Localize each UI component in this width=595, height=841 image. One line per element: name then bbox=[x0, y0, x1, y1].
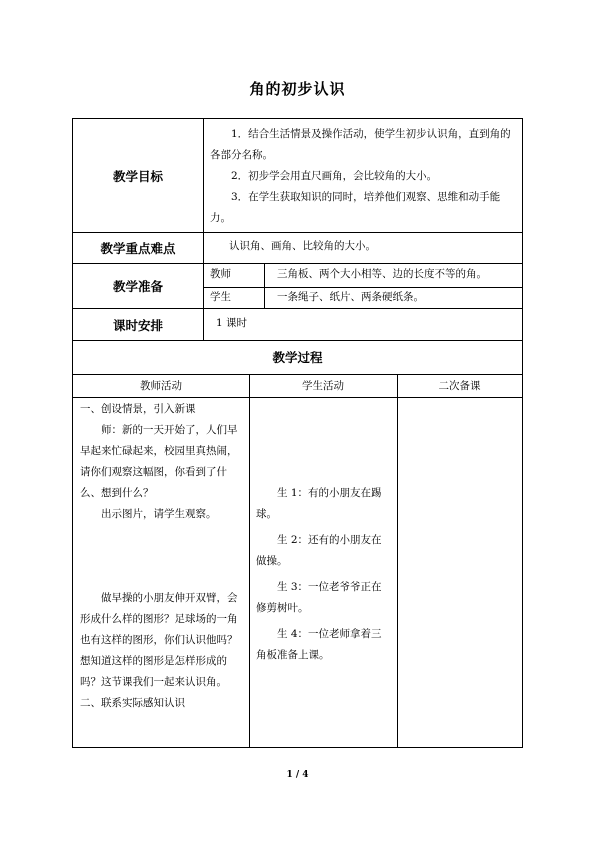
column-header-student: 学生活动 bbox=[302, 380, 344, 392]
column-header-teacher: 教师活动 bbox=[140, 380, 182, 392]
key-points-content: 认识角、画角、比较角的大小。 bbox=[229, 240, 376, 252]
teacher-prep-content: 三角板、两个大小相等、边的长度不等的角。 bbox=[277, 268, 487, 280]
goal-item: 3．在学生获取知识的同时，培养他们观察、思维和动手能力。 bbox=[210, 191, 501, 224]
section-heading: 一、创设情景，引入新课 bbox=[80, 403, 196, 415]
student-response: 生 1：有的小朋友在踢球。 bbox=[256, 487, 382, 520]
goals-content bbox=[210, 124, 514, 229]
section-heading: 二、联系实际感知认识 bbox=[80, 697, 185, 709]
column-header-revision: 二次备课 bbox=[438, 380, 481, 392]
row-divider bbox=[73, 340, 522, 341]
teacher-paragraph: 师：新的一天开始了，人们早早起来忙碌起来，校园里真热闹，请你们观察这幅图，你看到了什么、想到什么？ bbox=[80, 424, 238, 499]
student-response: 生 4：一位老师拿着三角板准备上课。 bbox=[256, 628, 382, 661]
row-divider bbox=[73, 397, 522, 398]
student-activity-column bbox=[256, 483, 390, 666]
goal-item: 1．结合生活情景及操作活动，使学生初步认识角，直到角的各部分名称。 bbox=[210, 128, 511, 161]
column-divider bbox=[397, 374, 398, 747]
key-points-label: 教学重点难点 bbox=[100, 241, 176, 256]
teacher-paragraph: 出示图片，请学生观察。 bbox=[101, 508, 217, 520]
student-prep-label: 学生 bbox=[210, 291, 231, 303]
teacher-paragraph: 做早操的小朋友伸开双臂，会形成什么样的图形？足球场的一角也有这样的图形，你们认识他吗？想知道这样的图形是怎样形成的吗？这节课我们一起来认识角。 bbox=[80, 592, 238, 688]
column-divider bbox=[264, 263, 265, 308]
student-response: 生 2：还有的小朋友在做操。 bbox=[256, 534, 382, 567]
column-divider bbox=[203, 119, 204, 340]
document-title: 角的初步认识 bbox=[249, 80, 346, 98]
process-heading: 教学过程 bbox=[272, 350, 323, 365]
goal-item: 2．初步学会用直尺画角，会比较角的大小。 bbox=[231, 170, 438, 182]
preparation-label: 教学准备 bbox=[112, 279, 163, 294]
lesson-plan-table bbox=[72, 118, 523, 748]
column-divider bbox=[249, 374, 250, 747]
row-divider bbox=[73, 232, 522, 233]
schedule-content: 1 课时 bbox=[216, 317, 248, 329]
page-number: 1 / 4 bbox=[286, 770, 309, 780]
schedule-label: 课时安排 bbox=[112, 318, 163, 333]
row-divider bbox=[73, 374, 522, 375]
teacher-activity-column bbox=[80, 399, 242, 714]
goals-label: 教学目标 bbox=[112, 169, 163, 184]
teacher-prep-label: 教师 bbox=[210, 268, 231, 280]
student-response: 生 3：一位老爷爷正在修剪树叶。 bbox=[256, 581, 382, 614]
student-prep-content: 一条绳子、纸片、两条硬纸条。 bbox=[277, 291, 424, 303]
row-divider bbox=[73, 308, 522, 309]
